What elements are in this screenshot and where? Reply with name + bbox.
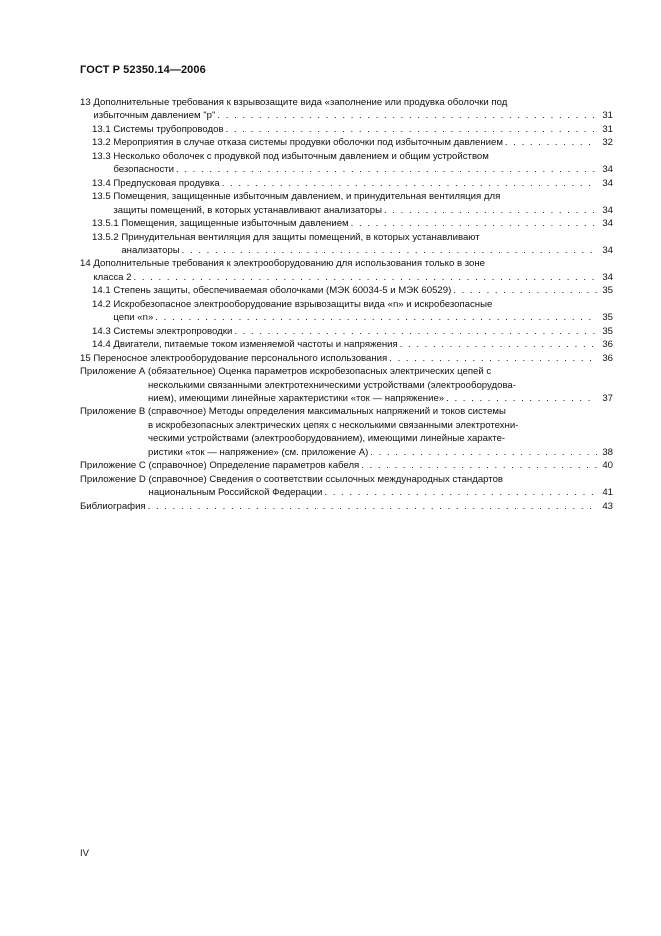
toc-page-number: 41 [602, 487, 613, 499]
toc-page-number: 43 [602, 500, 613, 512]
toc-page-number: 31 [602, 110, 613, 122]
toc-entry-number: 15 [80, 352, 94, 364]
toc-page-number: 35 [602, 312, 613, 324]
toc-entry-text: класса 2 [93, 271, 132, 283]
toc-entry[interactable] [80, 325, 613, 338]
dot-leader [217, 109, 597, 122]
toc-page-number: 34 [602, 204, 613, 216]
toc-entry-number: 14.3 [92, 325, 114, 337]
dot-leader [222, 177, 597, 190]
toc-entry-text: Помещения, защищенные избыточным давлением [121, 218, 349, 230]
toc-entry-text: Дополнительные требования к электрооборудованию для использования только в зоне [93, 258, 486, 270]
toc-entry[interactable] [80, 365, 613, 405]
toc-entry-number: 13.2 [92, 137, 114, 149]
toc-entry[interactable] [80, 298, 613, 325]
toc-entry-text: (обязательное) Оценка параметров искробезопасных электрических цепей с [148, 366, 492, 378]
page-number-footer: IV [80, 848, 89, 859]
toc-entry-text: Помещения, защищенные избыточным давлением, и принудительная вентиляция для [113, 191, 501, 203]
toc-entry-number: 13.3 [92, 150, 114, 162]
toc-page-number: 34 [602, 177, 613, 189]
toc-entry-text: Системы электропроводки [113, 325, 233, 337]
toc-entry[interactable] [80, 284, 613, 297]
toc-entry-text: Искробезопасное электрооборудование взрывозащиты вида «n» и искробезопасные [113, 298, 493, 310]
toc-page-number: 36 [602, 339, 613, 351]
toc-entry-text: Дополнительные требования к взрывозащите вида «заполнение или продувка оболочки под [93, 97, 508, 108]
toc-entry-text: (справочное) Сведения о соответствии ссылочных международных стандартов [148, 473, 503, 485]
dot-leader [453, 284, 597, 297]
toc-entry[interactable] [80, 405, 613, 459]
toc-entry[interactable] [80, 123, 613, 136]
toc-entry-text: Переносное электрооборудование персонального использования [93, 352, 388, 364]
toc-entry-number: Приложение А [80, 366, 148, 378]
toc-entry-text: Двигатели, питаемые током изменяемой частоты и напряжения [113, 339, 398, 351]
toc-entry-number: Приложение С [80, 460, 149, 472]
toc-entry-text: Библиография [80, 500, 146, 512]
toc-entry-text: Предпусковая продувка [113, 177, 220, 189]
dot-leader [384, 204, 597, 217]
toc-entry[interactable] [80, 473, 613, 500]
toc-entry[interactable] [80, 338, 613, 351]
toc-entry-number: 14 [80, 258, 94, 270]
dot-leader [400, 338, 597, 351]
toc-entry[interactable] [80, 459, 613, 472]
toc-entry-number: Приложение В [80, 406, 148, 418]
dot-leader [324, 486, 597, 499]
dot-leader [234, 325, 597, 338]
toc-entry-text: избыточным давлением "p" [93, 110, 216, 122]
toc-entry-number: 14.1 [92, 285, 114, 297]
toc-page-number: 36 [602, 352, 613, 364]
toc-entry-text: (справочное) Определение параметров кабеля [148, 460, 360, 472]
dot-leader [361, 459, 597, 472]
toc-entry[interactable] [80, 190, 613, 217]
document-header: ГОСТ Р 52350.14—2006 [80, 64, 206, 76]
toc-entry[interactable] [80, 150, 613, 177]
dot-leader [446, 392, 597, 405]
dot-leader [155, 311, 597, 324]
toc-entry-text: национальным Российской Федерации [148, 487, 323, 499]
toc-entry[interactable] [80, 231, 613, 258]
toc-entry[interactable] [80, 177, 613, 190]
toc-entry-text: Принудительная вентиляция для защиты помещений, в которых устанавливают [121, 231, 480, 243]
toc-page-number: 32 [602, 137, 613, 149]
toc-entry-text: защиты помещений, в которых устанавливают анализаторы [113, 204, 382, 216]
toc-entry-number: 13.5 [92, 191, 114, 203]
toc-entry-number: 13.5.2 [92, 231, 122, 243]
table-of-contents [80, 96, 613, 513]
toc-page-number: 35 [602, 325, 613, 337]
toc-entry-number: 13.4 [92, 177, 114, 189]
toc-page-number: 37 [602, 392, 613, 404]
toc-entry-number: 13 [80, 97, 94, 108]
toc-entry-text: цепи «n» [113, 312, 154, 324]
toc-entry[interactable] [80, 352, 613, 365]
toc-entry[interactable] [80, 96, 613, 123]
toc-page-number: 34 [602, 218, 613, 230]
toc-page-number: 34 [602, 244, 613, 256]
toc-entry-number: 13.1 [92, 123, 114, 135]
toc-entry[interactable] [80, 257, 613, 284]
toc-entry[interactable] [80, 500, 613, 513]
toc-entry-text: Мероприятия в случае отказа системы продувки оболочки под избыточным давлением [113, 137, 503, 149]
toc-entry-text: в искробезопасных электрических цепях с несколькими связанными электротехни- [148, 419, 519, 431]
toc-entry-text: нием), имеющими линейные характеристики «ток — напряжение» [148, 392, 445, 404]
toc-entry-text: ческими устройствами (электрооборудованием), имеющими линейные характе- [148, 433, 506, 445]
toc-entry-text: анализаторы [121, 244, 180, 256]
toc-entry-text: Степень защиты, обеспечиваемая оболочками (МЭК 60034-5 и МЭК 60529) [113, 285, 452, 297]
dot-leader [182, 244, 597, 257]
toc-entry-number: 13.5.1 [92, 218, 122, 230]
toc-page-number: 34 [602, 271, 613, 283]
toc-entry-text: несколькими связанными электротехническими устройствами (электрооборудова- [148, 379, 516, 391]
toc-page-number: 38 [602, 446, 613, 458]
dot-leader [176, 163, 597, 176]
toc-entry-text: Системы трубопроводов [113, 123, 224, 135]
toc-page-number: 40 [602, 460, 613, 472]
toc-entry-number: 14.4 [92, 339, 114, 351]
dot-leader [389, 352, 597, 365]
toc-page-number: 35 [602, 285, 613, 297]
toc-entry-text: Несколько оболочек с продувкой под избыточным давлением и общим устройством [113, 150, 489, 162]
toc-entry-number: Приложение D [80, 473, 149, 485]
toc-entry-text: (справочное) Методы определения максимальных напряжений и токов системы [148, 406, 506, 418]
toc-page-number: 34 [602, 164, 613, 176]
toc-entry[interactable] [80, 217, 613, 230]
toc-page-number: 31 [602, 123, 613, 135]
toc-entry-text: ристики «ток — напряжение» (см. приложение А) [148, 446, 369, 458]
dot-leader [505, 136, 597, 149]
dot-leader [370, 446, 597, 459]
dot-leader [226, 123, 597, 136]
toc-entry-number: 14.2 [92, 298, 114, 310]
dot-leader [134, 271, 597, 284]
dot-leader [351, 217, 597, 230]
toc-entry-text: безопасности [113, 164, 174, 176]
toc-entry[interactable] [80, 136, 613, 149]
dot-leader [148, 500, 597, 513]
